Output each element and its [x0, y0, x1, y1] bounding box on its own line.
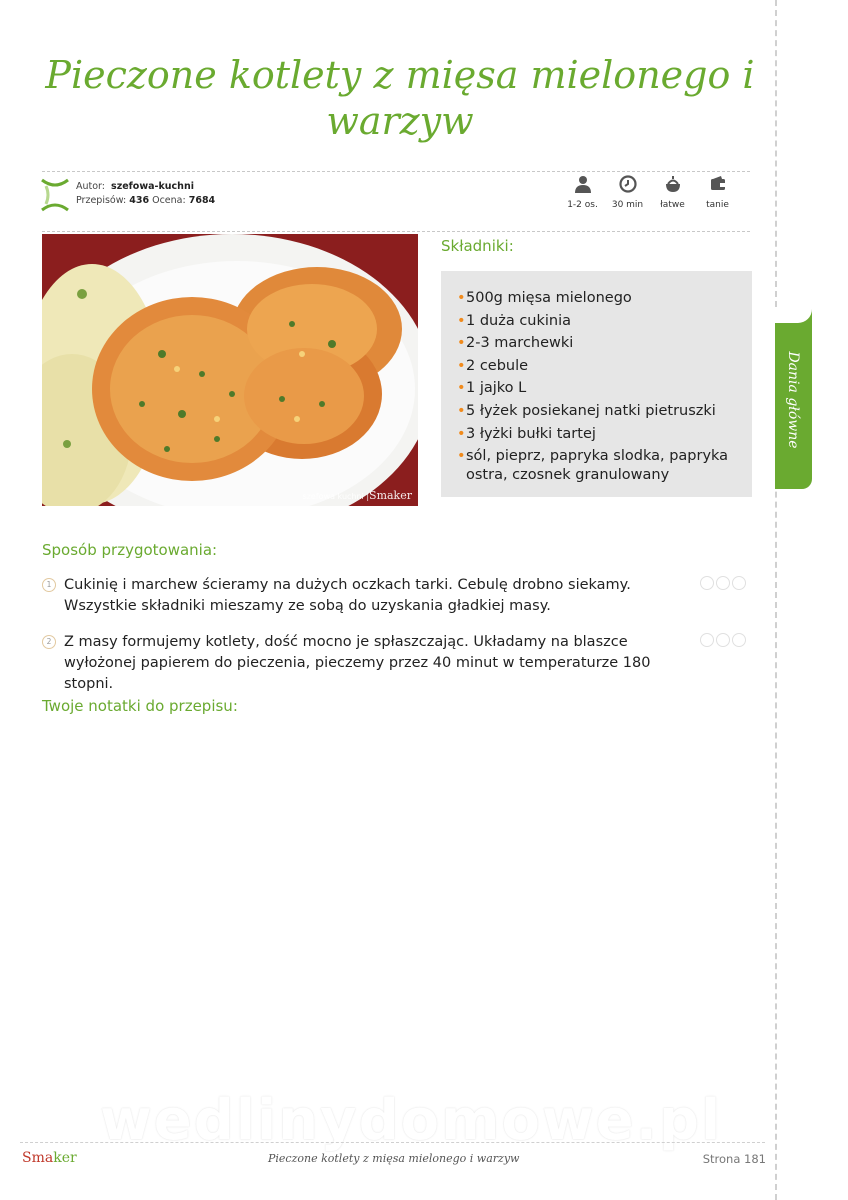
ingredient-item: • sól, pieprz, papryka slodka, papryka ostra, czosnek granulowany — [457, 447, 736, 485]
footer-logo-part1: Sma — [22, 1150, 54, 1166]
person-icon — [573, 174, 593, 194]
footer-logo-part2: ker — [53, 1150, 77, 1166]
pot-icon — [663, 174, 683, 194]
rating-label: Ocena: — [152, 195, 186, 206]
stat-cost-label: tanie — [706, 200, 729, 210]
photo-brand: Smaker — [369, 489, 412, 502]
step-check-circle[interactable] — [732, 576, 746, 590]
author-name[interactable]: szefowa-kuchni — [111, 181, 194, 192]
step-checkboxes — [700, 576, 748, 590]
stat-difficulty-label: łatwe — [660, 200, 685, 210]
ingredient-item: • 2 cebule — [457, 357, 736, 376]
stat-time-label: 30 min — [611, 200, 644, 210]
method-step — [42, 575, 752, 617]
step-check-circle[interactable] — [700, 576, 714, 590]
method-step — [42, 632, 752, 695]
stat-cost — [695, 174, 740, 210]
watermark: wedlinydomowe.pl — [100, 1088, 723, 1153]
wallet-icon — [708, 174, 728, 194]
ingredient-item: • 3 łyżki bułki tartej — [457, 425, 736, 444]
ingredient-item: • 1 jajko L — [457, 379, 736, 398]
photo-author: szefowa kuchni — [302, 492, 364, 501]
step-check-circle[interactable] — [716, 576, 730, 590]
ingredients-heading: Składniki: — [441, 237, 514, 255]
recipe-photo — [42, 234, 418, 506]
notes-heading: Twoje notatki do przepisu: — [42, 697, 238, 715]
step-number: 1 — [42, 578, 56, 592]
ingredient-item: • 5 łyżek posiekanej natki pietruszki — [457, 402, 736, 421]
recipe-stats — [560, 174, 740, 210]
stat-servings — [560, 174, 605, 210]
author-label: Autor: — [76, 181, 105, 192]
category-tab-label: Dania główne — [785, 351, 801, 449]
recipes-label: Przepisów: — [76, 195, 127, 206]
step-check-circle[interactable] — [732, 633, 746, 647]
method-heading: Sposób przygotowania: — [42, 541, 218, 559]
ingredient-item: • 2-3 marchewki — [457, 334, 736, 353]
ingredients-list — [457, 289, 736, 485]
author-info — [76, 180, 215, 208]
header-divider-top — [42, 171, 750, 172]
photo-caption: szefowa kuchni |Smaker — [302, 489, 412, 502]
clock-icon — [618, 174, 638, 194]
ingredient-item: • 500g mięsa mielonego — [457, 289, 736, 308]
stat-difficulty — [650, 174, 695, 210]
recipe-title: Pieczone kotlety z mięsa mielonego i warzyw — [45, 53, 755, 143]
footer-page-number: Strona 181 — [702, 1152, 766, 1166]
step-check-circle[interactable] — [716, 633, 730, 647]
ingredients-box — [441, 271, 752, 497]
page-edge-dashed-line — [775, 0, 777, 1200]
step-number: 2 — [42, 635, 56, 649]
stat-servings-label: 1-2 os. — [567, 200, 598, 210]
step-check-circle[interactable] — [700, 633, 714, 647]
step-text: Z masy formujemy kotlety, dość mocno je spłaszczając. Układamy na blaszce wyłożonej papierem do pieczenia, pieczemy przez 40 minut w temperaturze 180 stopni. — [64, 634, 651, 692]
rating-value: 7684 — [188, 195, 216, 206]
footer-divider — [20, 1142, 765, 1143]
recipes-count: 436 — [129, 195, 150, 206]
footer-recipe-title: Pieczone kotlety z mięsa mielonego i warzyw — [268, 1152, 520, 1165]
header-divider-bottom — [42, 231, 750, 232]
stat-time — [605, 174, 650, 210]
ingredient-item: • 1 duża cukinia — [457, 312, 736, 331]
step-checkboxes — [700, 633, 748, 647]
footer-logo — [22, 1150, 77, 1166]
step-text: Cukinię i marchew ścieramy na dużych oczkach tarki. Cebulę drobno siekamy. Wszystkie składniki mieszamy ze sobą do uzyskania gładkiej masy. — [64, 577, 631, 614]
smaker-logo-icon — [40, 178, 70, 212]
cutlets-image — [42, 234, 418, 506]
